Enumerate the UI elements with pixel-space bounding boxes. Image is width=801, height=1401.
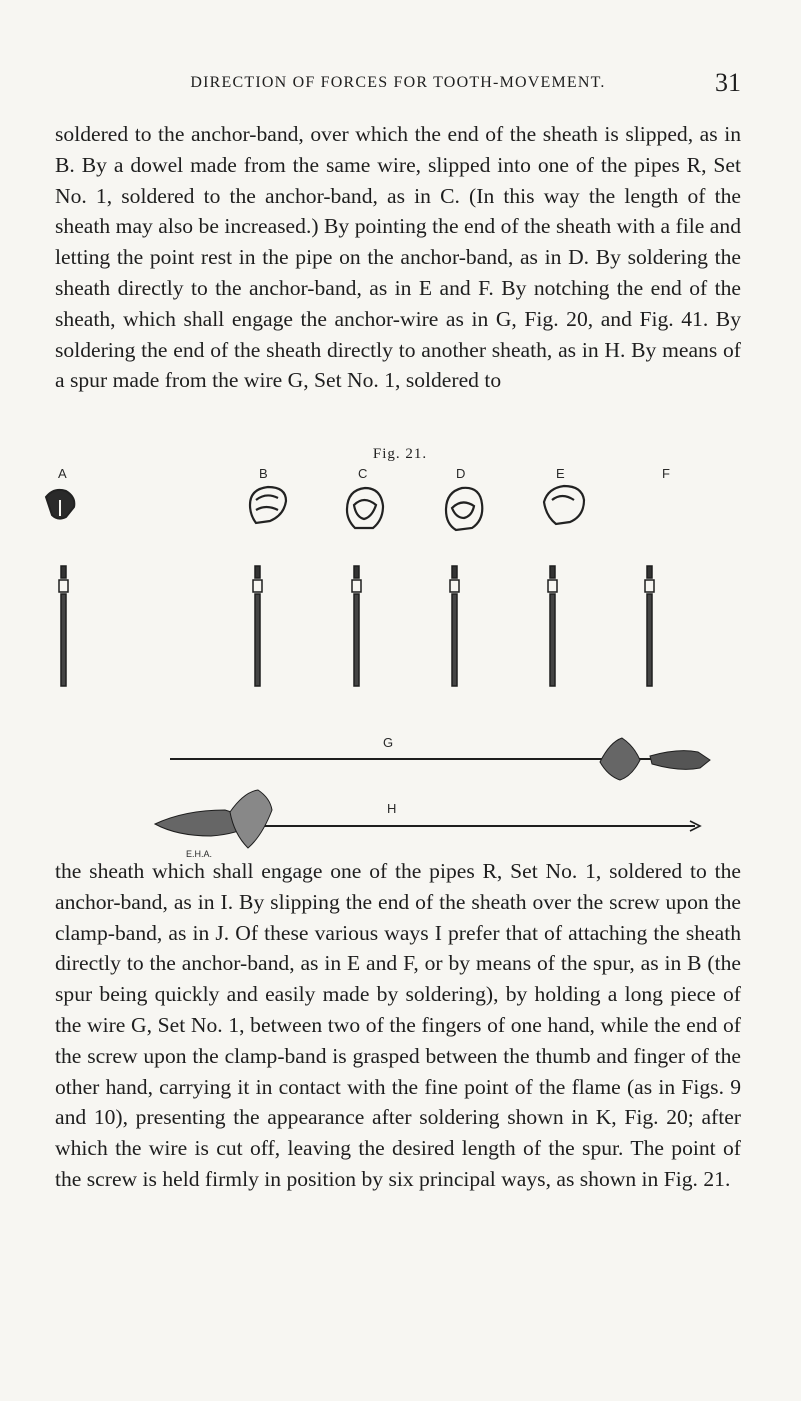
figure-label-d: D — [456, 466, 466, 481]
paragraph-top: soldered to the anchor-band, over which the end of the sheath is slipped, as in B. By a dowel made from the same wire, slipped into one of the pipes R, Set No. 1, soldered to the anchor-band, as in C. (In this way the length of the sheath may also be increased.) By pointing the end of the sheath with a file and letting the point rest in the pipe on the anchor-band, as in D. By soldering the sheath directly to the anchor-band, as in E and F. By notching the end of the sheath, which shall engage the anchor-wire as in G, Fig. 20, and Fig. 41. By soldering the end of the sheath directly to another sheath, as in H. By means of a spur made from the wire G, Set No. 1, soldered to — [55, 122, 741, 393]
figure-label-a: A — [58, 466, 67, 481]
page-number: 31 — [715, 68, 741, 97]
screw-5 — [548, 566, 557, 686]
screw-3 — [352, 566, 361, 686]
paragraph-bottom: the sheath which shall engage one of the pipes R, Set No. 1, soldered to the anchor-band, as in I. By slipping the end of the sheath over the screw upon the clamp-band, as in J. Of these various ways I prefer that of attaching the sheath directly to the anchor-band, as in E and F, or by means of the spur, as in B (the spur being quickly and easily made by soldering), by holding a long piece of the wire G, Set No. 1, between two of the fingers of one hand, while the end of the screw upon the clamp-band is grasped between the thumb and finger of the other hand, carrying it in contact with the fine point of the flame (as in Figs. 9 and 10), presenting the appearance after soldering shown in K, Fig. 20; after which the wire is cut off, leaving the desired length of the spur. The point of the screw is held firmly in position by six principal ways, as shown in Fig. 21. — [55, 859, 741, 1191]
figure-label-f: F — [662, 466, 670, 481]
anchor-band-d — [446, 488, 482, 530]
wire-g — [170, 738, 710, 780]
anchor-band-a — [46, 490, 74, 519]
wire-h — [155, 790, 700, 848]
figure-caption: Fig. 21. — [372, 446, 428, 462]
anchor-band-e — [544, 486, 584, 524]
anchor-band-b — [250, 487, 286, 523]
screw-4 — [450, 566, 459, 686]
screw-row — [59, 566, 654, 686]
figure-label-h: H — [387, 801, 397, 816]
running-head — [55, 68, 741, 104]
figure-label-c: C — [358, 466, 368, 481]
anchor-band-c — [347, 488, 383, 528]
figure-label-b: B — [259, 466, 268, 481]
screw-1 — [59, 566, 68, 686]
running-title: DIRECTION OF FORCES FOR TOOTH-MOVEMENT. — [190, 74, 606, 91]
figure-label-g: G — [383, 735, 394, 750]
screw-2 — [253, 566, 262, 686]
engraver-mark: E.H.A. — [186, 849, 213, 859]
figure-label-e: E — [556, 466, 565, 481]
screw-6 — [645, 566, 654, 686]
